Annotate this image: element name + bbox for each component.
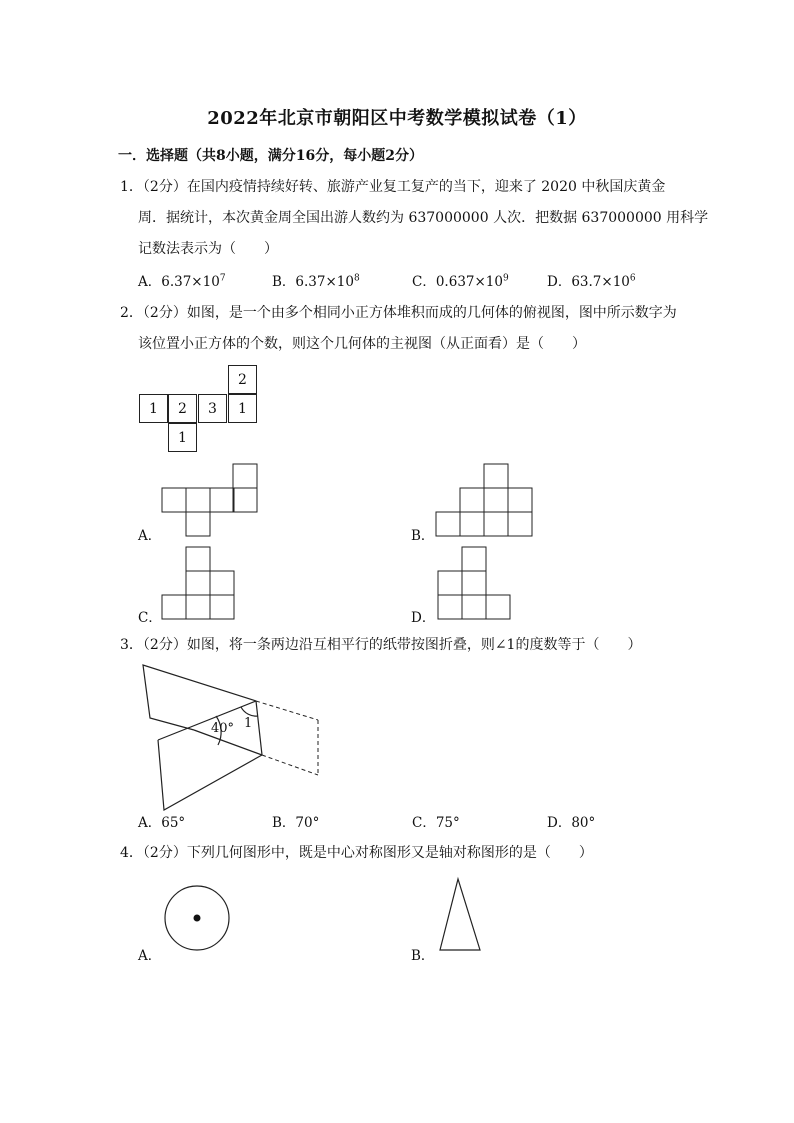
q4-option-b[interactable]: B． [411,948,435,964]
q1-option-c[interactable]: C．$0.637\times 10^9$ [412,273,509,290]
q4-line1: 4．（2分）下列几何图形中，既是中心对称图形又是轴对称图形的是（ ） [120,845,593,861]
q1-option-b[interactable]: B．$6.37\times 10^8$ [272,273,360,290]
q3-option-b[interactable]: B．70° [272,815,320,831]
q1-line3: 记数法表示为（ ） [138,241,278,257]
q3-option-a[interactable]: A．65° [138,815,186,831]
q3-option-d[interactable]: D．80° [547,815,596,831]
q4-option-a[interactable]: A． [138,948,162,964]
q1-line2: 周．据统计，本次黄金周全国出游人数约为 637000000 人次．把数据 637000000 用科学 [138,210,709,226]
grid-cell: 2 [228,365,257,394]
q1-option-a[interactable]: A．$6.37\times 10^7$ [138,273,226,290]
page-title: 2022年北京市朝阳区中考数学模拟试卷（1） [207,108,587,129]
section-heading: 一．选择题（共8小题，满分16分，每小题2分） [118,148,423,164]
grid-cell: 1 [228,394,257,423]
q2-option-c[interactable]: C． [138,610,162,626]
circle-center-dot [194,915,201,922]
q2-line1: 2．（2分）如图，是一个由多个相同小正方体堆积而成的几何体的俯视图，图中所示数字为 [120,305,677,321]
q2-option-b[interactable]: B． [411,528,435,544]
q1-line1: 1．（2分）在国内疫情持续好转、旅游产业复工复产的当下，迎来了 2020 中秋国庆黄金 [120,179,666,195]
q3-line1: 3．（2分）如图，将一条两边沿互相平行的纸带按图折叠，则∠1的度数等于（ ） [120,637,642,653]
grid-cell: 1 [168,423,197,452]
grid-cell: 2 [168,394,197,423]
grid-cell: 1 [139,394,168,423]
grid-cell: 3 [198,394,227,423]
q2-line2: 该位置小正方体的个数，则这个几何体的主视图（从正面看）是（ ） [138,336,586,352]
triangle-shape [440,879,480,950]
angle-40-label: 40° [211,721,235,736]
q1-option-d[interactable]: D．$63.7\times 10^6$ [547,273,636,290]
angle-1-label: 1 [244,716,253,731]
q3-option-c[interactable]: C．75° [412,815,460,831]
q2-option-a[interactable]: A． [138,528,162,544]
q2-option-d[interactable]: D． [411,610,436,626]
